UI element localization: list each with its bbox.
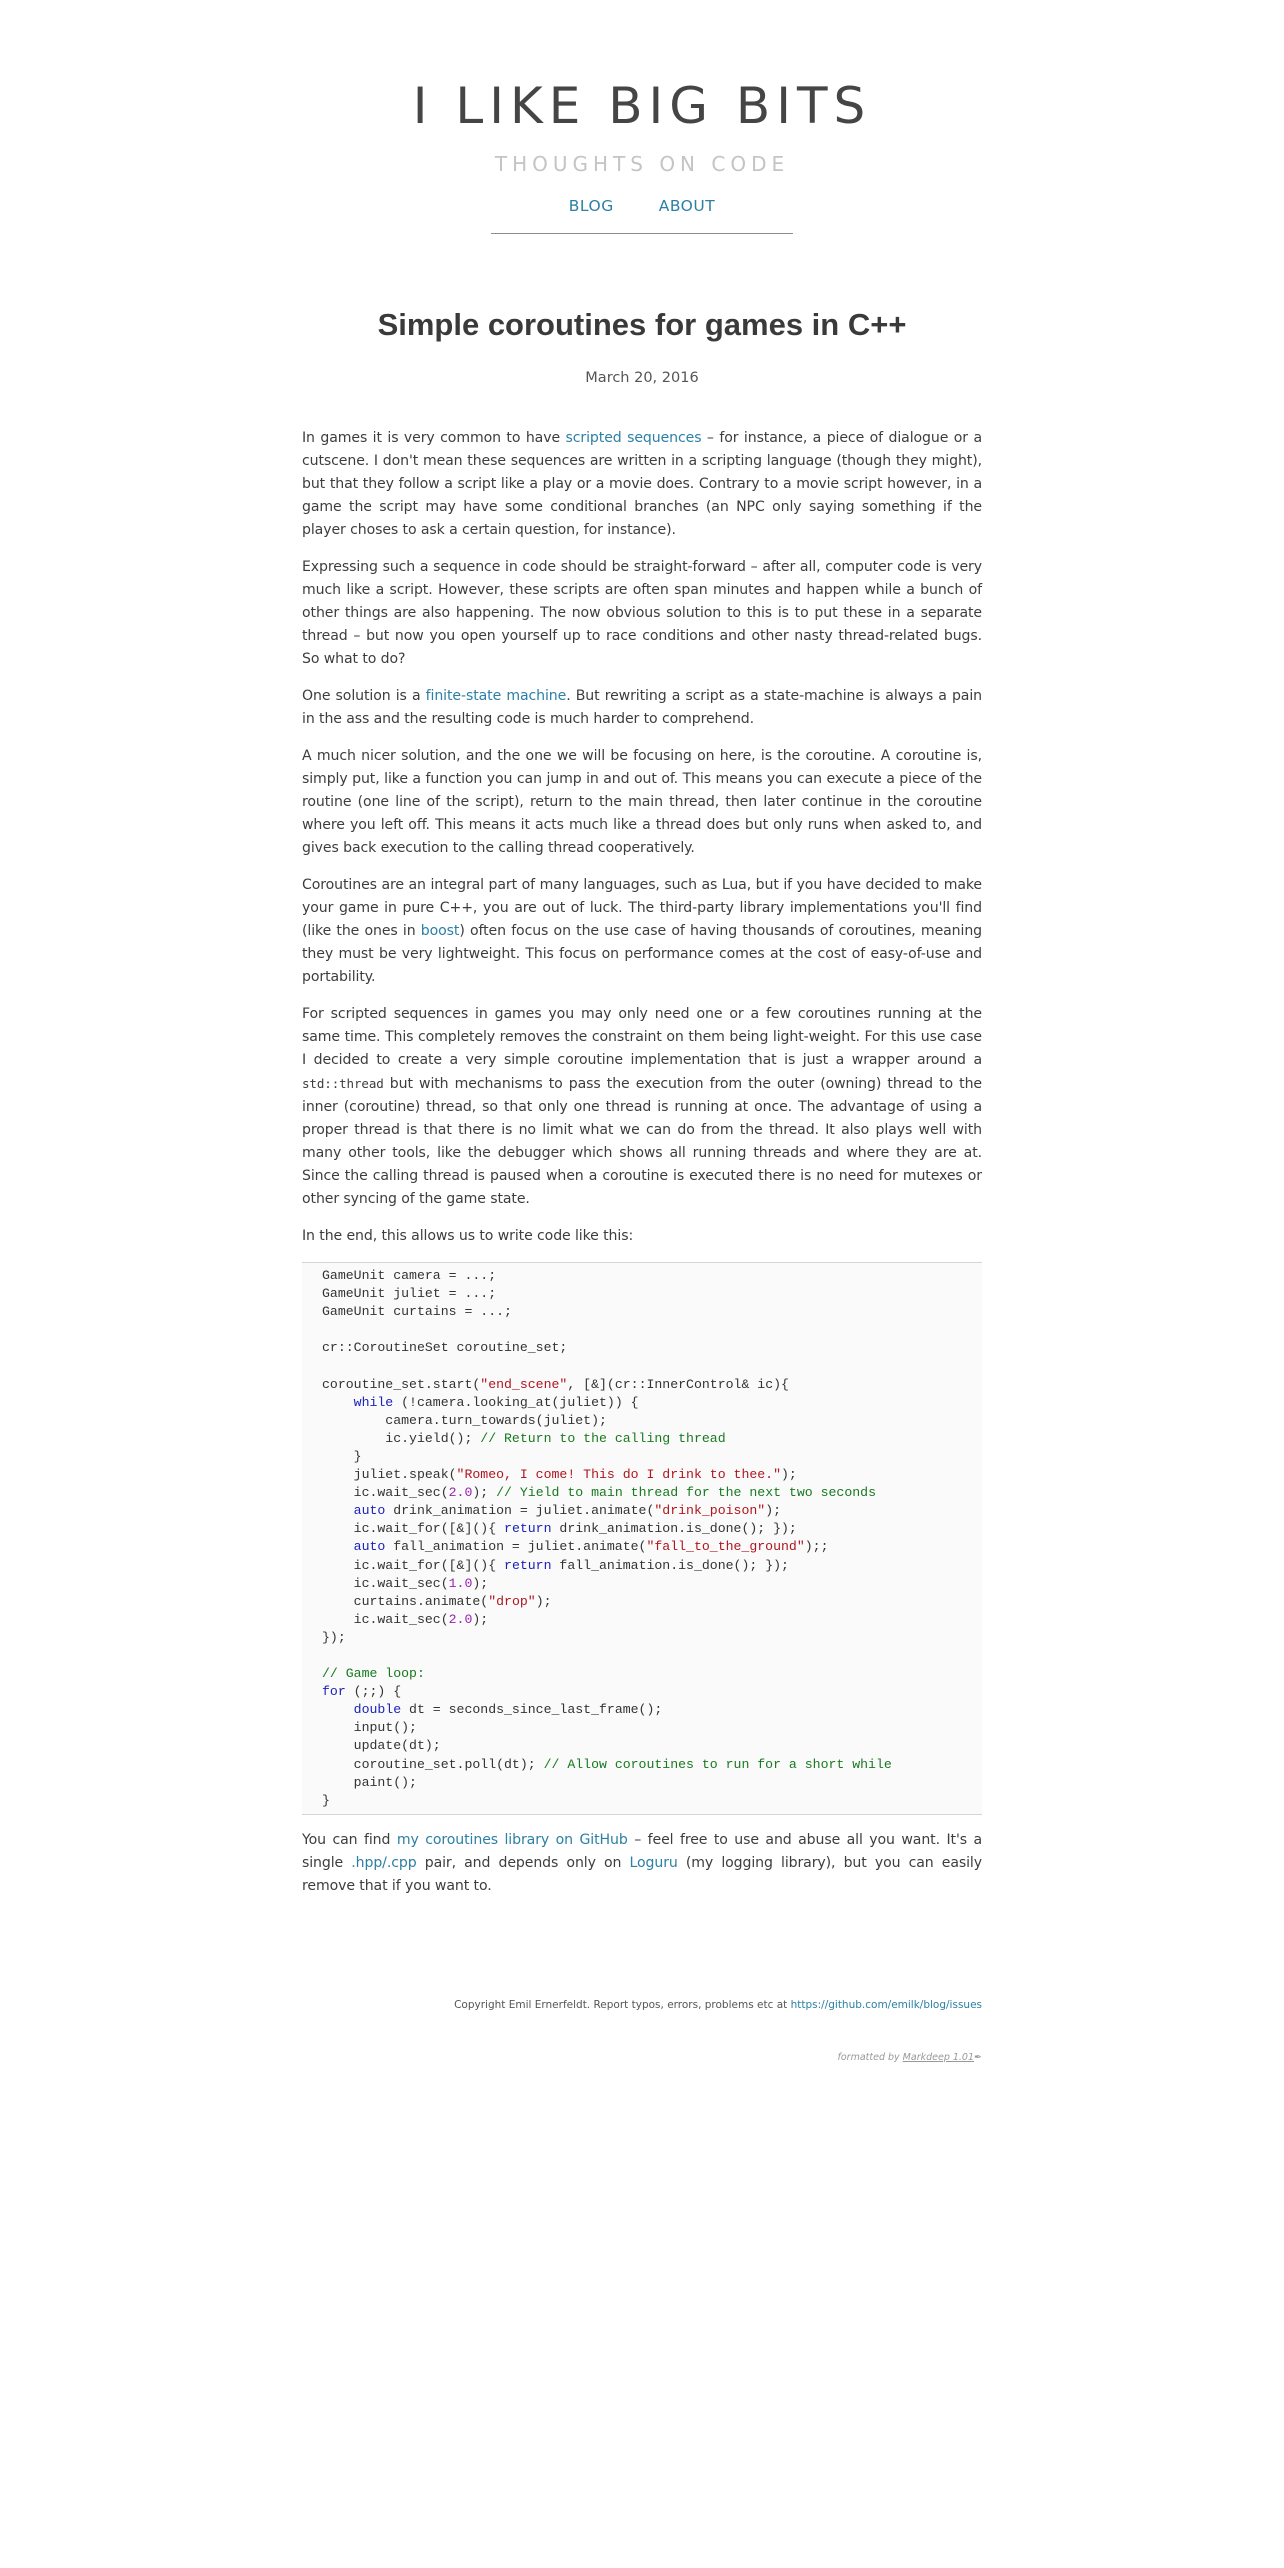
code-token: "fall_to_the_ground" — [646, 1539, 805, 1555]
code-token: ic.wait_sec( — [322, 1575, 449, 1591]
code-token: } — [322, 1792, 330, 1808]
quill-icon: ✒ — [974, 2051, 982, 2063]
scripted-sequences-link[interactable]: scripted sequences — [565, 430, 702, 446]
text: Coroutines are an integral part of many languages, such as Lua, but if you have decided to make your game in pure C++, you are out of luck. The third-party library implementations you'll find (like the ones in — [302, 877, 982, 939]
paragraph-threads: Expressing such a sequence in code should be straight-forward – after all, computer code is very much like a script. However, these scripts are often span minutes and happen while a bunch of other things are also happening. The now obvious solution to this is to put these in a separate thread – but now you open yourself up to race conditions and other nasty thread-related bugs. So what to do? — [302, 559, 982, 667]
text: formatted by — [837, 2051, 903, 2063]
site-title[interactable]: I LIKE BIG BITS — [412, 77, 872, 135]
code-line — [322, 1575, 962, 1593]
paragraph-state-machine — [302, 685, 982, 731]
code-line — [322, 1647, 962, 1665]
paragraph-github — [302, 1829, 982, 1898]
code-token: ic.wait_sec( — [322, 1611, 449, 1627]
code-line — [322, 1557, 962, 1575]
code-token — [322, 1702, 354, 1717]
nav-blog-link[interactable]: BLOG — [568, 197, 614, 215]
code-token: while — [353, 1394, 394, 1410]
paragraph-implementation — [302, 1003, 982, 1211]
text: ) often focus on the use case of having thousands of coroutines, meaning they must be very lightweight. This focus on performance comes at the cost of easy-of-use and portability. — [302, 923, 982, 985]
code-token: fall_animation.is_done(); }); — [551, 1557, 789, 1573]
site-subtitle: THOUGHTS ON CODE — [494, 152, 790, 176]
inline-code-std-thread: std::thread — [302, 1076, 384, 1091]
code-token: (!camera.looking_at(juliet)) { — [393, 1394, 639, 1410]
code-token: ic.wait_for([&](){ — [322, 1521, 505, 1537]
text: For scripted sequences in games you may only need one or a few coroutines running at the same time. This completely removes the constraint on them being light-weight. For this use case I decided to create a very simple coroutine implementation that is just a wrapper around a — [302, 1006, 982, 1068]
loguru-link[interactable]: Loguru — [629, 1854, 678, 1871]
text: One solution is a — [302, 688, 426, 704]
code-block[interactable] — [302, 1262, 982, 1815]
site-header — [0, 0, 1284, 234]
code-token: cr::CoroutineSet coroutine_set; — [322, 1340, 568, 1356]
code-token: ic.yield(); — [322, 1430, 481, 1446]
code-line — [322, 1484, 962, 1502]
github-library-link[interactable]: my coroutines library on GitHub — [396, 1831, 628, 1848]
code-token: drink_animation = juliet.animate( — [385, 1503, 655, 1519]
code-token: paint(); — [322, 1774, 417, 1790]
code-token: GameUnit curtains = ...; — [322, 1304, 512, 1320]
text: . But rewriting a script as a state-machine is always a pain in the ass and the resulting code is much harder to comprehend. — [302, 688, 982, 727]
code-token: // Return to the calling thread — [480, 1430, 726, 1446]
site-footer — [302, 1998, 982, 2063]
code-token: fall_animation = juliet.animate( — [385, 1539, 647, 1555]
code-token: drink_animation.is_done(); }); — [551, 1521, 797, 1537]
code-token: ic.wait_for([&](){ — [322, 1557, 505, 1573]
code-token: dt = seconds_since_last_frame(); — [401, 1702, 663, 1718]
paragraph-languages — [302, 874, 982, 989]
code-line — [322, 1611, 962, 1629]
code-token — [322, 1395, 354, 1410]
code-line — [322, 1538, 962, 1556]
code-token: camera.turn_towards(juliet); — [322, 1412, 607, 1428]
code-token: return — [504, 1557, 552, 1573]
code-line — [322, 1683, 962, 1701]
code-token: "drink_poison" — [654, 1503, 766, 1519]
markdeep-link[interactable]: Markdeep 1.01 — [902, 2051, 975, 2063]
hpp-cpp-link[interactable]: .hpp/.cpp — [351, 1854, 417, 1871]
code-token: ic.wait_sec( — [322, 1485, 449, 1501]
code-token: );; — [804, 1539, 829, 1555]
code-token: }); — [322, 1629, 346, 1645]
text: – for instance, a piece of dialogue or a cutscene. I don't mean these sequences are written in a scripting language (though they might), but that they follow a script like a play or a movie does. Contrary to a movie script however, in a game the script may have some conditional branches (an NPC only saying something if the player choses to ask a certain question, for instance). — [302, 430, 982, 538]
code-line — [322, 1394, 962, 1412]
code-token: coroutine_set.start( — [322, 1376, 481, 1392]
main-nav — [0, 197, 1284, 215]
code-token: "Romeo, I come! This do I drink to thee." — [456, 1467, 782, 1483]
formatted-by — [302, 2052, 982, 2063]
nav-about-link[interactable]: ABOUT — [658, 197, 716, 215]
code-line — [322, 1701, 962, 1719]
code-line — [322, 1321, 962, 1339]
text: but with mechanisms to pass the execution from the outer (owning) thread to the inner (coroutine) thread, so that only one thread is running at once. The advantage of using a proper thread is that there is no limit what we can do from the thread. It also plays well with many other tools, like the debugger which shows all running threads and where they are at. Since the calling thread is paused when a coroutine is executed there is no need for mutexes or other syncing of the game state. — [302, 1076, 982, 1207]
code-token: return — [504, 1521, 552, 1537]
text: (my logging library), but you can easily remove that if you want to. — [302, 1854, 982, 1894]
issues-link[interactable]: https://github.com/emilk/blog/issues — [790, 1998, 982, 2011]
code-token: double — [353, 1702, 402, 1718]
code-token: auto — [353, 1539, 386, 1555]
code-line — [322, 1737, 962, 1755]
text: Copyright Emil Ernerfeldt. Report typos, errors, problems etc at — [454, 1998, 791, 2011]
code-line — [322, 1448, 962, 1466]
code-token: "end_scene" — [480, 1376, 568, 1392]
code-token: auto — [353, 1503, 386, 1519]
code-token: ); — [765, 1503, 782, 1519]
code-token: GameUnit juliet = ...; — [322, 1286, 497, 1302]
post-content — [302, 427, 982, 1898]
code-line — [322, 1520, 962, 1538]
code-token: ); — [472, 1611, 489, 1627]
code-line — [322, 1466, 962, 1484]
code-line — [322, 1502, 962, 1520]
code-token — [322, 1503, 354, 1518]
code-token: ); — [781, 1467, 797, 1483]
code-token: } — [322, 1448, 362, 1464]
code-line — [322, 1412, 962, 1430]
copyright-notice — [302, 1998, 982, 2012]
code-line — [322, 1593, 962, 1611]
post-title: Simple coroutines for games in C++ — [377, 307, 907, 342]
paragraph-coroutine: A much nicer solution, and the one we will be focusing on here, is the coroutine. A coroutine is, simply put, like a function you can jump in and out of. This means you can execute a piece of the routine (one line of the script), return to the main thread, then later continue in the coroutine where you left off. This means it acts much like a thread does but only runs when asked to, and gives back execution to the calling thread cooperatively. — [302, 748, 982, 856]
code-line — [322, 1719, 962, 1737]
code-line — [322, 1629, 962, 1647]
code-line — [322, 1430, 962, 1448]
code-token: for — [322, 1684, 346, 1700]
post-article — [302, 306, 982, 1898]
code-line — [322, 1774, 962, 1792]
code-token: 1.0 — [448, 1575, 473, 1591]
code-token: input(); — [322, 1720, 417, 1736]
code-line — [322, 1665, 962, 1683]
code-token: // Allow coroutines to run for a short while — [543, 1756, 892, 1772]
text: In games it is very common to have — [302, 430, 566, 446]
finite-state-machine-link[interactable]: finite-state machine — [425, 688, 567, 704]
code-token: // Yield to main thread for the next two seconds — [496, 1485, 876, 1501]
code-token: ); — [535, 1593, 552, 1609]
code-line — [322, 1792, 962, 1810]
code-token: ); — [472, 1485, 497, 1501]
post-date: March 20, 2016 — [585, 370, 699, 386]
code-token: coroutine_set.poll(dt); — [322, 1756, 544, 1772]
text: You can find — [302, 1831, 397, 1848]
code-token: 2.0 — [448, 1611, 473, 1627]
paragraph-intro — [302, 427, 982, 542]
code-token: 2.0 — [448, 1485, 473, 1501]
nav-divider — [491, 233, 793, 234]
code-token: update(dt); — [322, 1738, 441, 1754]
code-line — [322, 1267, 962, 1285]
code-line — [322, 1303, 962, 1321]
text: – feel free to use and abuse all you want. It's a single — [302, 1831, 982, 1871]
code-token: (;;) { — [345, 1684, 402, 1700]
code-token: curtains.animate( — [322, 1593, 489, 1609]
code-line — [322, 1285, 962, 1303]
code-line — [322, 1376, 962, 1394]
code-line — [322, 1357, 962, 1375]
paragraph-code-intro: In the end, this allows us to write code like this: — [302, 1228, 634, 1244]
code-token: juliet.speak( — [322, 1467, 457, 1483]
code-token: // Game loop: — [322, 1666, 425, 1682]
code-token: "drop" — [488, 1593, 536, 1609]
code-token — [322, 1539, 354, 1554]
boost-link[interactable]: boost — [420, 923, 460, 939]
text: pair, and depends only on — [416, 1854, 630, 1871]
code-token: ); — [472, 1575, 489, 1591]
code-line — [322, 1756, 962, 1774]
code-token: , [&](cr::InnerControl& ic){ — [567, 1376, 789, 1392]
code-line — [322, 1339, 962, 1357]
code-token: GameUnit camera = ...; — [322, 1268, 497, 1283]
